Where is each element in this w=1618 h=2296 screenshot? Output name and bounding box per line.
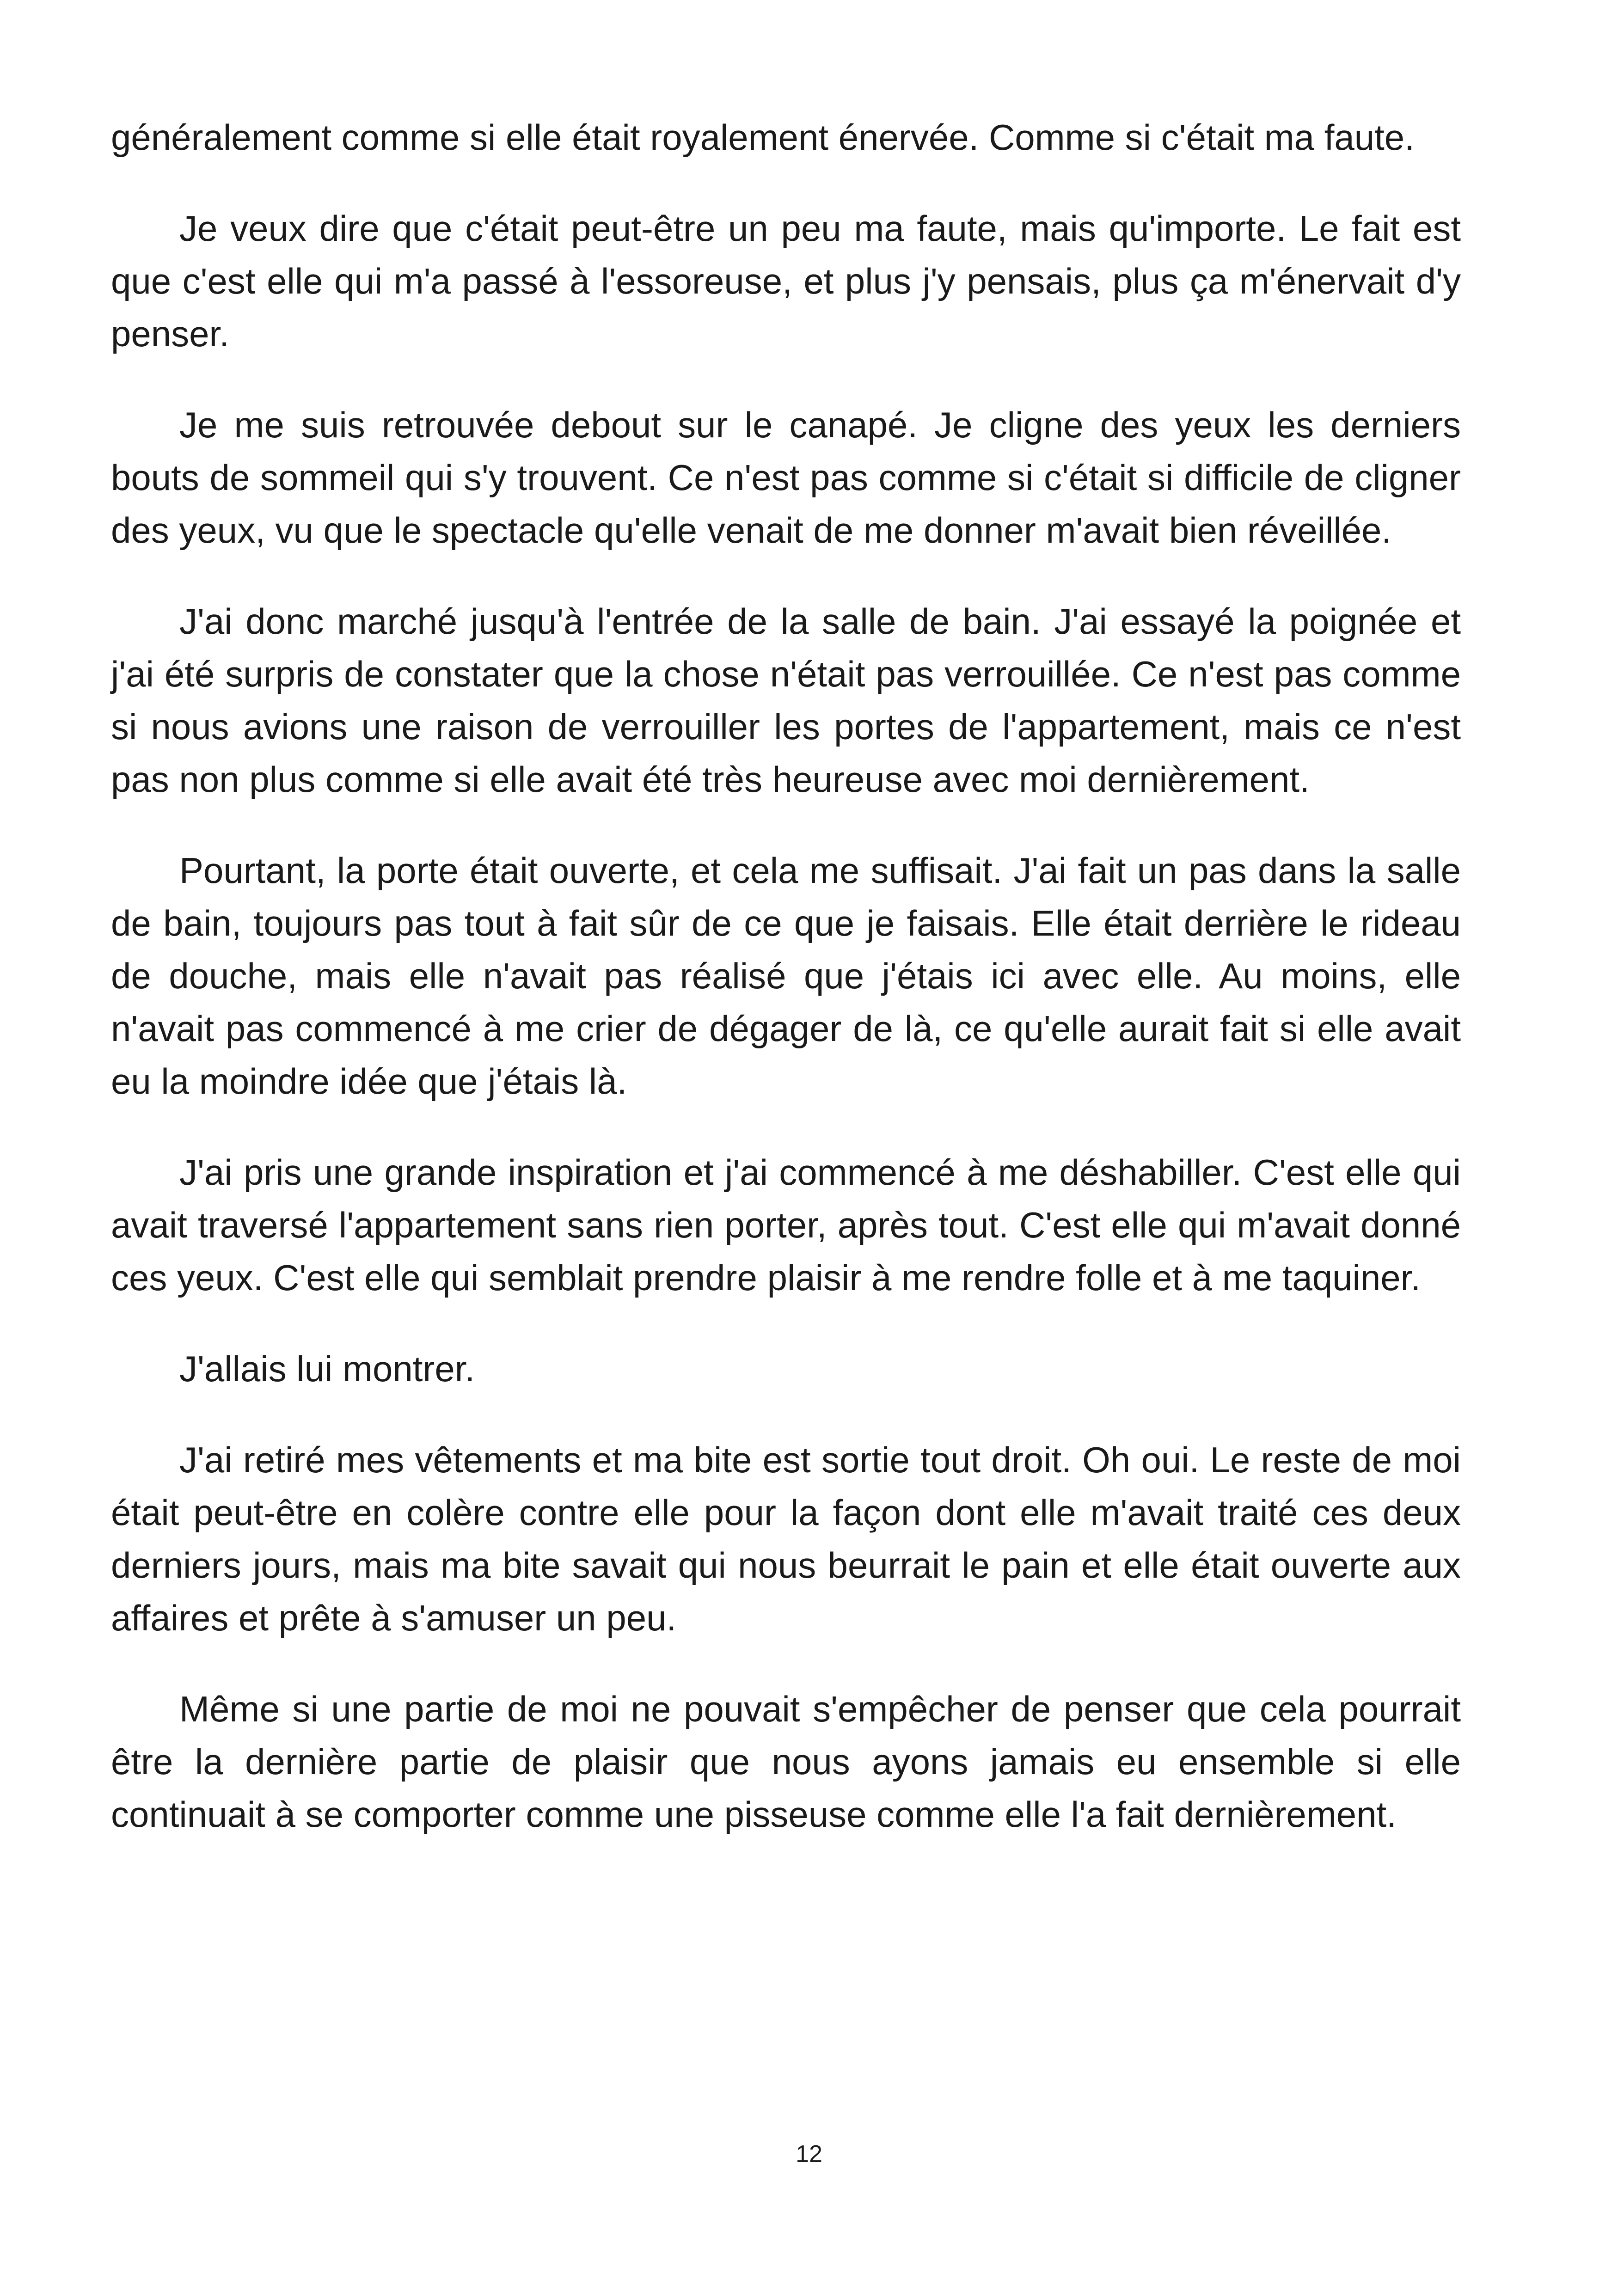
- paragraph-1: généralement comme si elle était royalement énervée. Comme si c'était ma faute.: [111, 117, 1415, 158]
- paragraph-3: Je me suis retrouvée debout sur le canapé. Je cligne des yeux les derniers bouts de sommeil qui s'y trouvent. Ce n'est pas comme si c'était si difficile de cligner des yeux, vu que le spectacle qu'elle venait de me donner m'avait bien réveillée.: [111, 404, 1461, 551]
- paragraph-8: J'ai retiré mes vêtements et ma bite est sortie tout droit. Oh oui. Le reste de moi était peut-être en colère contre elle pour la façon dont elle m'avait traité ces deux derniers jours, mais ma bite savait qui nous beurrait le pain et elle était ouverte aux affaires et prête à s'amuser un peu.: [111, 1439, 1461, 1638]
- page-body: [111, 111, 1461, 1879]
- paragraph-4: J'ai donc marché jusqu'à l'entrée de la salle de bain. J'ai essayé la poignée et j'ai été surpris de constater que la chose n'était pas verrouillée. Ce n'est pas comme si nous avions une raison de verrouiller les portes de l'appartement, mais ce n'est pas non plus comme si elle avait été très heureuse avec moi dernièrement.: [111, 601, 1461, 800]
- paragraph-2: Je veux dire que c'était peut-être un peu ma faute, mais qu'importe. Le fait est que c'est elle qui m'a passé à l'essoreuse, et plus j'y pensais, plus ça m'énervait d'y penser.: [111, 208, 1461, 354]
- paragraph-7: J'allais lui montrer.: [179, 1348, 475, 1389]
- page-number: 12: [796, 2141, 822, 2167]
- paragraph-5: Pourtant, la porte était ouverte, et cela me suffisait. J'ai fait un pas dans la salle de bain, toujours pas tout à fait sûr de ce que je faisais. Elle était derrière le rideau de douche, mais elle n'avait pas réalisé que j'étais ici avec elle. Au moins, elle n'avait pas commencé à me crier de dégager de là, ce qu'elle aurait fait si elle avait eu la moindre idée que j'étais là.: [111, 850, 1461, 1102]
- paragraph-9: Même si une partie de moi ne pouvait s'empêcher de penser que cela pourrait être la dernière partie de plaisir que nous ayons jamais eu ensemble si elle continuait à se comporter comme une pisseuse comme elle l'a fait dernièrement.: [111, 1689, 1461, 1835]
- paragraph-6: J'ai pris une grande inspiration et j'ai commencé à me déshabiller. C'est elle qui avait traversé l'appartement sans rien porter, après tout. C'est elle qui m'avait donné ces yeux. C'est elle qui semblait prendre plaisir à me rendre folle et à me taquiner.: [111, 1152, 1461, 1298]
